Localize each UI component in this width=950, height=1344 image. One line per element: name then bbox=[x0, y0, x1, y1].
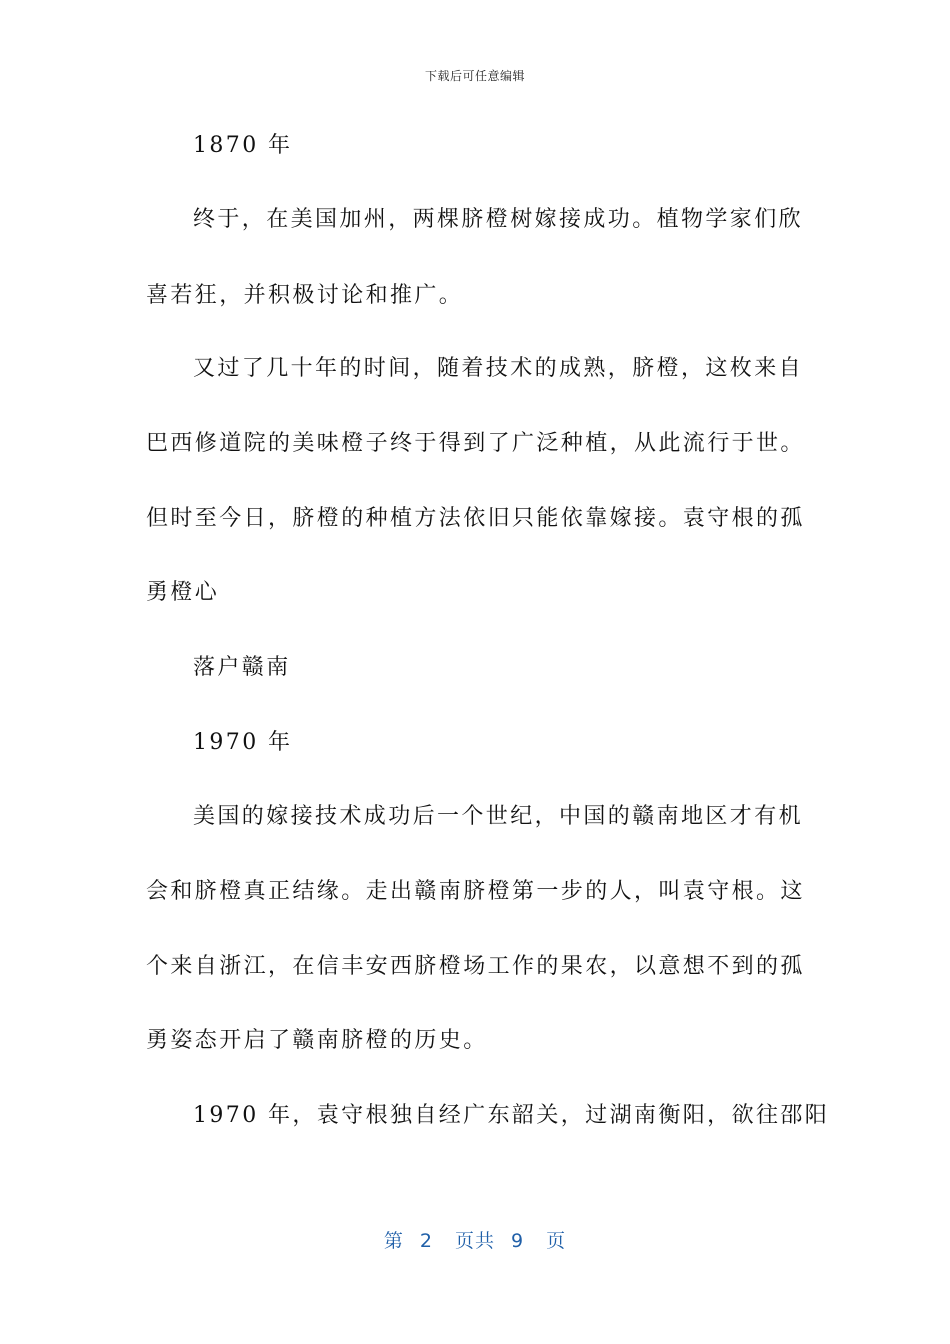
paragraph-line: 又过了几十年的时间，随着技术的成熟，脐橙，这枚来自 bbox=[193, 356, 804, 381]
paragraph-line: 个来自浙江，在信丰安西脐橙场工作的果农，以意想不到的孤 bbox=[146, 954, 805, 979]
year-heading-1870: 1870 年 bbox=[193, 133, 293, 158]
paragraph-line: 勇橙心 bbox=[146, 580, 220, 605]
paragraph-line: 1970 年，袁守根独自经广东韶关，过湖南衡阳，欲往邵阳 bbox=[193, 1103, 830, 1128]
page-prefix: 第 bbox=[383, 1230, 404, 1252]
page-mid: 页共 bbox=[454, 1230, 495, 1252]
paragraph-line: 美国的嫁接技术成功后一个世纪，中国的赣南地区才有机 bbox=[193, 804, 804, 829]
header-note: 下载后可任意编辑 bbox=[424, 69, 525, 83]
paragraph-line: 巴西修道院的美味橙子终于得到了广泛种植，从此流行于世。 bbox=[146, 431, 805, 456]
paragraph-line: 但时至今日，脐橙的种植方法依旧只能依靠嫁接。袁守根的孤 bbox=[146, 506, 805, 531]
page-indicator bbox=[0, 1226, 950, 1253]
paragraph-line: 终于，在美国加州，两棵脐橙树嫁接成功。植物学家们欣 bbox=[193, 207, 804, 232]
paragraph-line: 勇姿态开启了赣南脐橙的历史。 bbox=[146, 1028, 488, 1053]
paragraph-line: 会和脐橙真正结缘。走出赣南脐橙第一步的人，叫袁守根。这 bbox=[146, 879, 805, 904]
page-suffix: 页 bbox=[546, 1230, 567, 1252]
section-heading: 落户赣南 bbox=[193, 655, 291, 680]
page-current: 2 bbox=[419, 1230, 433, 1252]
paragraph-line: 喜若狂，并积极讨论和推广。 bbox=[146, 283, 464, 308]
page-total: 9 bbox=[511, 1230, 525, 1252]
year-heading-1970: 1970 年 bbox=[193, 730, 293, 755]
